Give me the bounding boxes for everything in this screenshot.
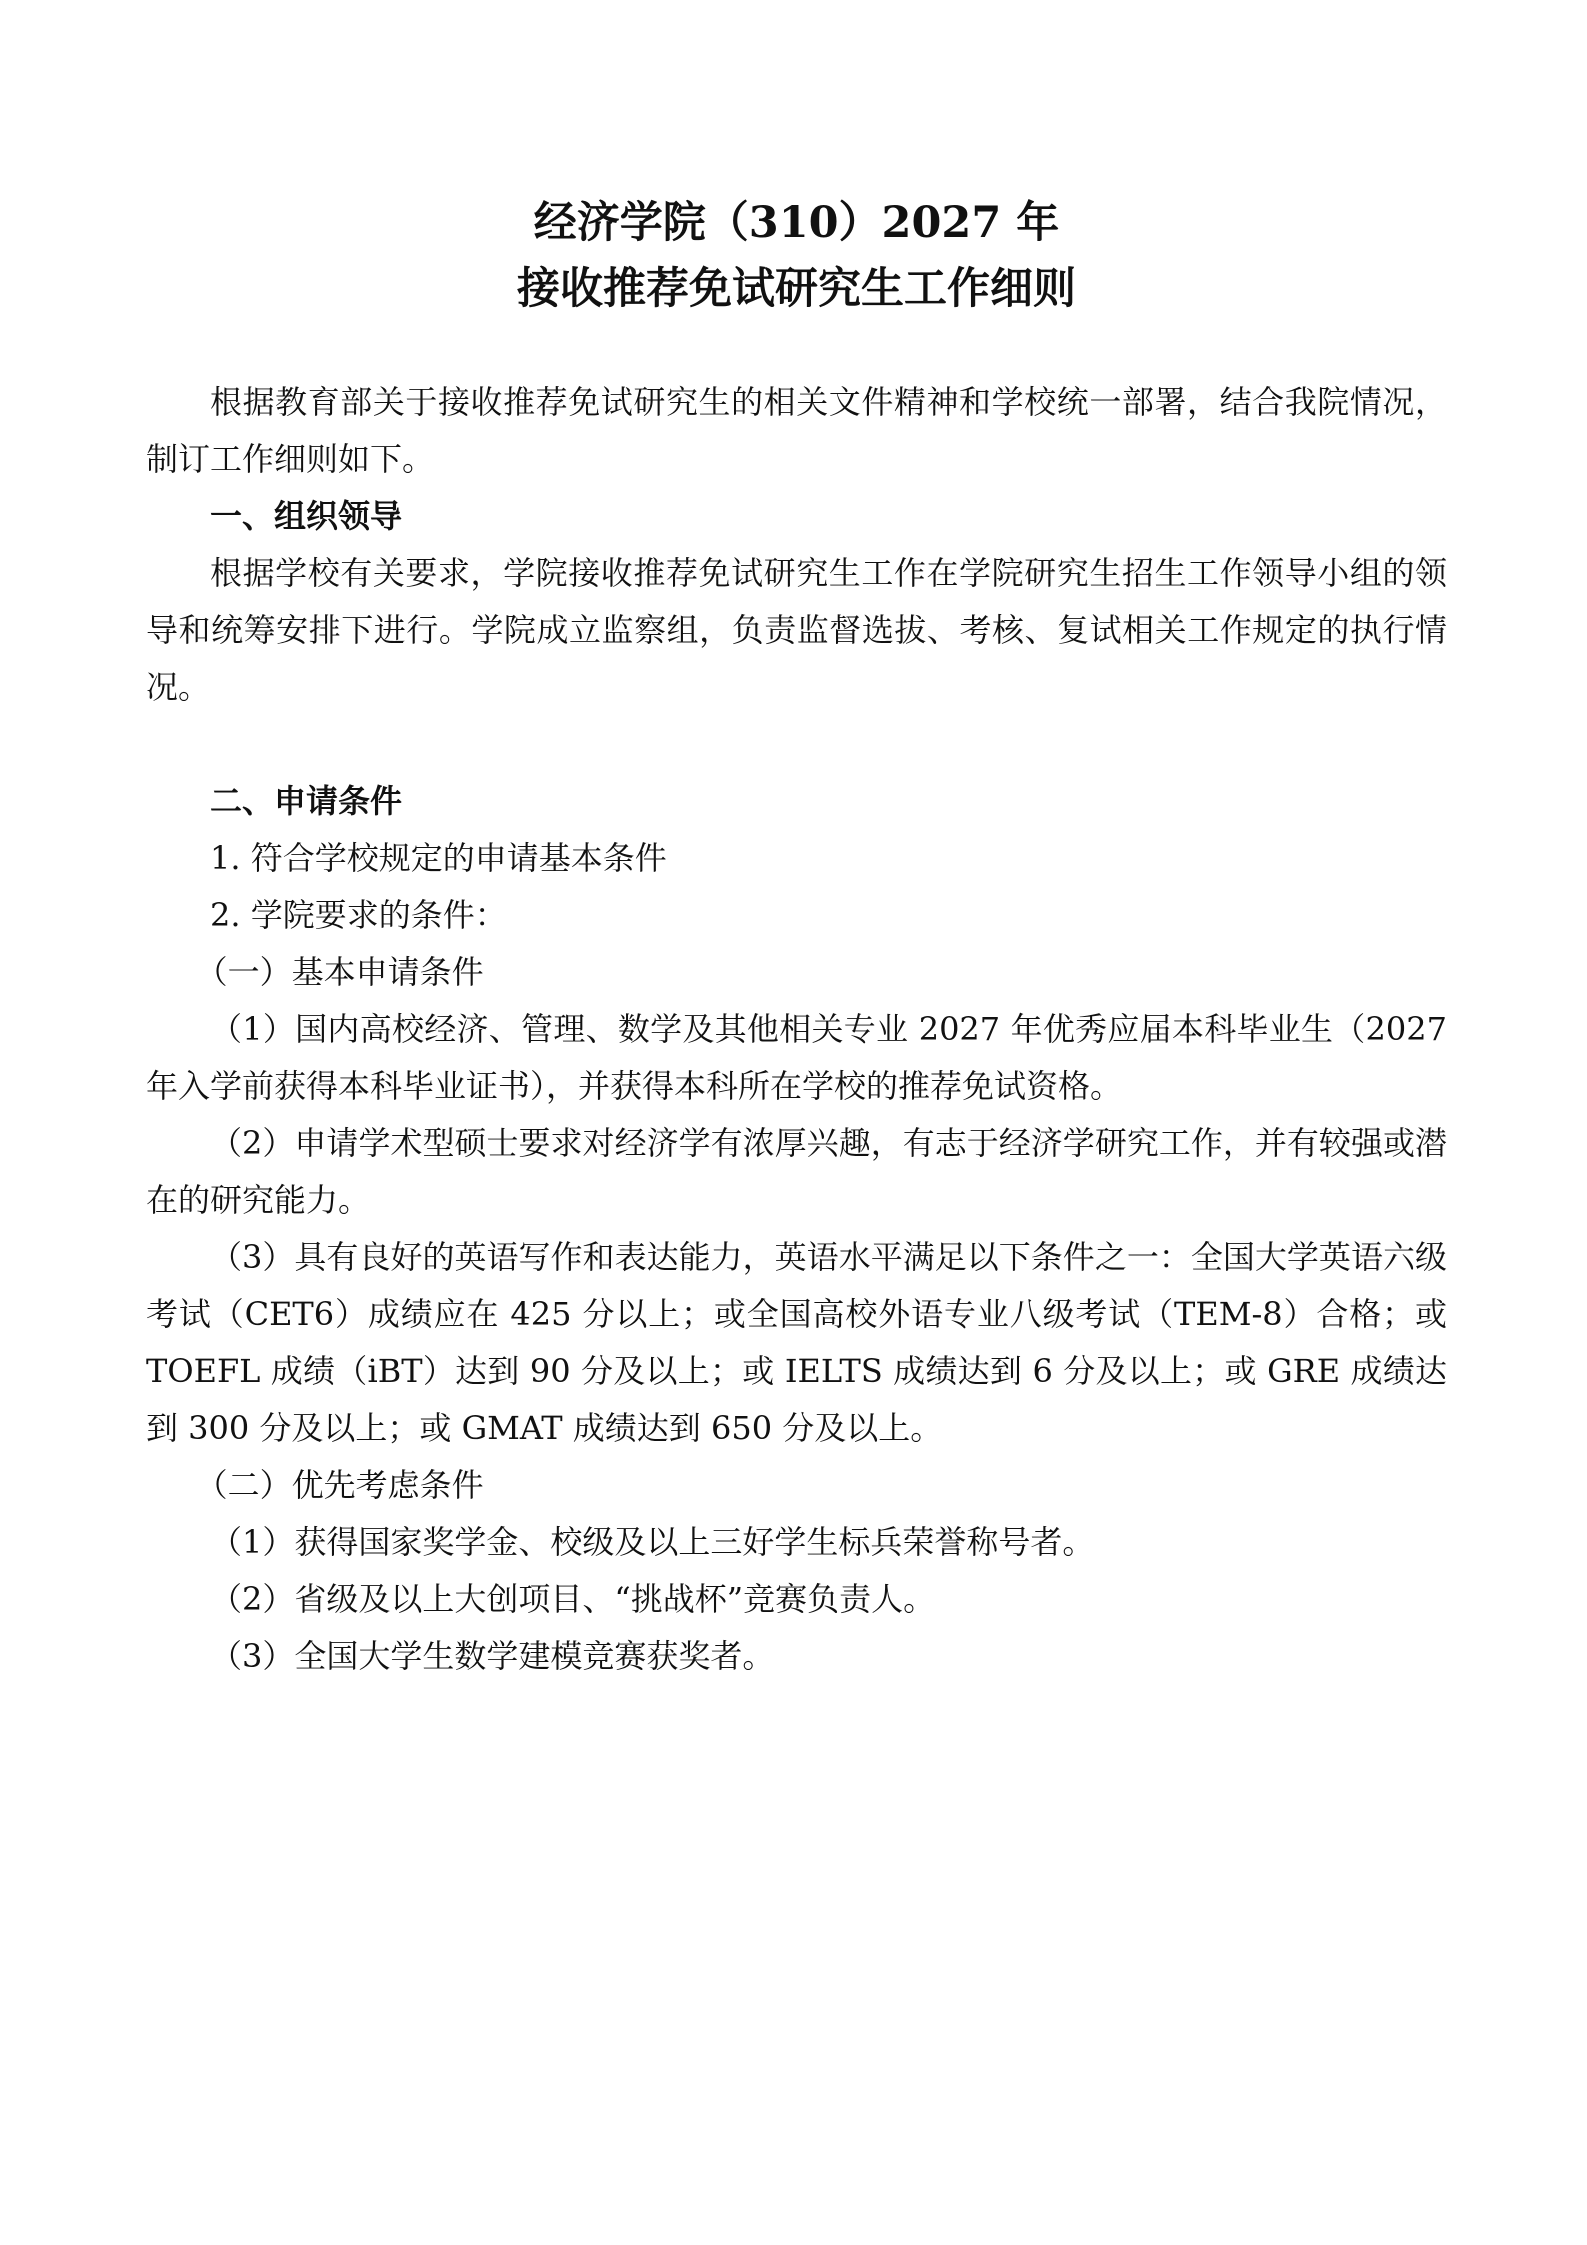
section-spacer	[146, 716, 1447, 773]
condition-item-1: 1. 符合学校规定的申请基本条件	[210, 839, 667, 877]
document-title	[146, 190, 1447, 322]
priority-condition-2: （2）省级及以上大创项目、“挑战杯”竞赛负责人。	[210, 1580, 936, 1618]
basic-condition-3: （3）具有良好的英语写作和表达能力，英语水平满足以下条件之一：全国大学英语六级考试（CET6）成绩应在 425 分以上；或全国高校外语专业八级考试（TEM-8）合格；或 TOEFL 成绩（iBT）达到 90 分及以上；或 IELTS 成绩达到 6 分及以上；或 GRE 成绩达到 300 分及以上；或 GMAT 成绩达到 650 分及以上。	[146, 1238, 1447, 1447]
basic-condition-1: （1）国内高校经济、管理、数学及其他相关专业 2027 年优秀应届本科毕业生（2027 年入学前获得本科毕业证书），并获得本科所在学校的推荐免试资格。	[146, 1010, 1447, 1105]
title-line-2: 接收推荐免试研究生工作细则	[517, 264, 1076, 314]
title-line-1: 经济学院（310）2027 年	[533, 198, 1060, 248]
document-body	[146, 374, 1447, 1685]
basic-conditions-heading: （一）基本申请条件	[195, 953, 484, 991]
section-heading-organization: 一、组织领导	[210, 497, 403, 535]
organization-paragraph: 根据学校有关要求，学院接收推荐免试研究生工作在学院研究生招生工作领导小组的领导和统筹安排下进行。学院成立监察组，负责监督选拔、考核、复试相关工作规定的执行情况。	[146, 554, 1447, 706]
basic-condition-2: （2）申请学术型硕士要求对经济学有浓厚兴趣，有志于经济学研究工作，并有较强或潜在的研究能力。	[146, 1124, 1447, 1219]
priority-condition-3: （3）全国大学生数学建模竞赛获奖者。	[210, 1637, 775, 1675]
section-heading-conditions: 二、申请条件	[210, 782, 403, 820]
priority-conditions-heading: （二）优先考虑条件	[195, 1466, 484, 1504]
intro-paragraph: 根据教育部关于接收推荐免试研究生的相关文件精神和学校统一部署，结合我院情况，制订工作细则如下。	[146, 383, 1447, 478]
condition-item-2: 2. 学院要求的条件：	[210, 896, 507, 934]
priority-condition-1: （1）获得国家奖学金、校级及以上三好学生标兵荣誉称号者。	[210, 1523, 1095, 1561]
